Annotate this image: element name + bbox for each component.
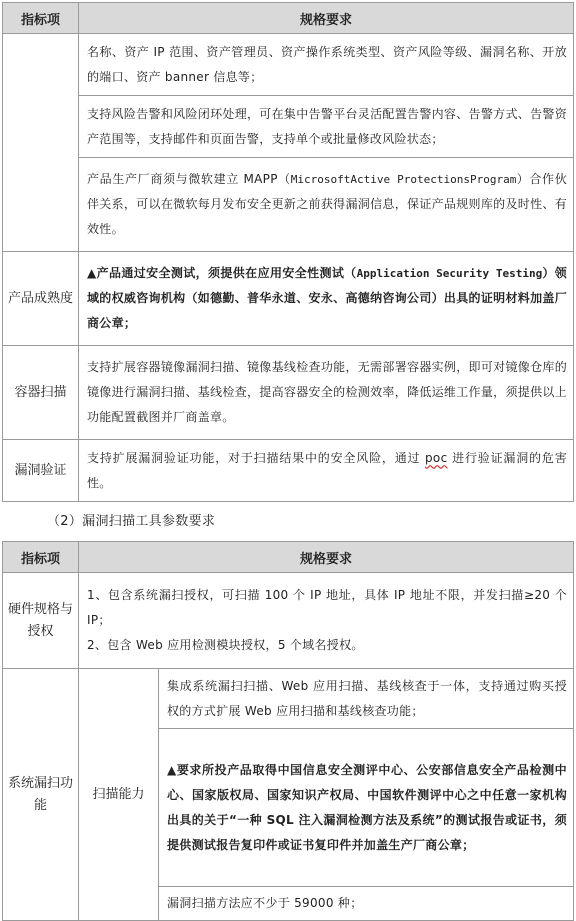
- ast-term: Application Security Testing: [356, 267, 543, 280]
- header-item: 指标项: [3, 542, 79, 573]
- header-spec: 规格要求: [79, 3, 574, 34]
- spec-cell: 名称、资产 IP 范围、资产管理员、资产操作系统类型、资产风险等级、漏洞名称、开放的端口、资产 banner 信息等；: [79, 34, 574, 96]
- spec-line: 1、包含系统漏扫授权，可扫描 100 个 IP 地址，具体 IP 地址不限，并发扫描≥20 个 IP；: [87, 588, 567, 627]
- table-row: [3, 252, 574, 346]
- spec-cell: 产品生产厂商须与微软建立 MAPP（MicrosoftActive ProtectionsProgram）合作伙伴关系，可以在微软每月发布安全更新之前获得漏洞信息，保证产品规则库的及时性、有效性。: [79, 158, 574, 252]
- table-row: [3, 440, 574, 502]
- table-row: [3, 96, 574, 158]
- continued-label-cell: [3, 34, 79, 252]
- spec-cell: 漏洞扫描方法应不少于 59000 种；: [159, 887, 574, 921]
- spec-cell: 支持扩展漏洞验证功能，对于扫描结果中的安全风险，通过 poc 进行验证漏洞的危害性。: [79, 440, 574, 502]
- header-item: 指标项: [3, 3, 79, 34]
- spec-table-2: [2, 541, 574, 921]
- sub-label: 扫描能力: [79, 669, 159, 921]
- table-header-row: [3, 542, 574, 573]
- spec-line: 2、包含 Web 应用检测模块授权，5 个域名授权。: [87, 638, 364, 652]
- row-label: 产品成熟度: [3, 252, 79, 346]
- table-row: [3, 573, 574, 669]
- table-row: [3, 346, 574, 440]
- row-label: 容器扫描: [3, 346, 79, 440]
- row-label: 系统漏扫功能: [3, 669, 79, 921]
- spec-cell: ▲要求所投产品取得中国信息安全测评中心、公安部信息安全产品检测中心、国家版权局、国家知识产权局、中国软件测评中心之中任意一家机构出具的关于“一种 SQL 注入漏洞检测方法及系统”的测试报告或证书，须提供测试报告复印件或证书复印件并加盖生产厂商公章；: [159, 729, 574, 887]
- spec-cell: 支持风险告警和风险闭环处理，可在集中告警平台灵活配置告警内容、告警方式、告警资产范围等，支持邮件和页面告警，支持单个或批量修改风险状态；: [79, 96, 574, 158]
- spec-cell: 支持扩展容器镜像漏洞扫描、镜像基线检查功能，无需部署容器实例，即可对镜像仓库的镜像进行漏洞扫描、基线检查，提高容器安全的检测效率，降低运维工作量，须提供以上功能配置截图并厂商盖章。: [79, 346, 574, 440]
- spellcheck-underlined-word: poc: [425, 450, 448, 465]
- spec-cell: 集成系统漏扫扫描、Web 应用扫描、基线核查于一体，支持通过购买授权的方式扩展 Web 应用扫描和基线核查功能；: [159, 669, 574, 729]
- table-header-row: [3, 3, 574, 34]
- table-row: [3, 669, 574, 729]
- table-row: [3, 34, 574, 96]
- section-subheading: （2）漏洞扫描工具参数要求: [47, 514, 216, 529]
- mapp-program-name: MicrosoftActive ProtectionsProgram: [290, 173, 517, 186]
- header-spec: 规格要求: [79, 542, 574, 573]
- row-label: 硬件规格与授权: [3, 573, 79, 669]
- table-row: [3, 158, 574, 252]
- spec-table-1: [2, 2, 574, 502]
- row-label: 漏洞验证: [3, 440, 79, 502]
- spec-cell: [79, 573, 574, 669]
- spec-cell: ▲产品通过安全测试，须提供在应用安全性测试（Application Security Testing）领域的权威咨询机构（如德勤、普华永道、安永、高德纳咨询公司）出具的证明材料加盖厂商公章；: [79, 252, 574, 346]
